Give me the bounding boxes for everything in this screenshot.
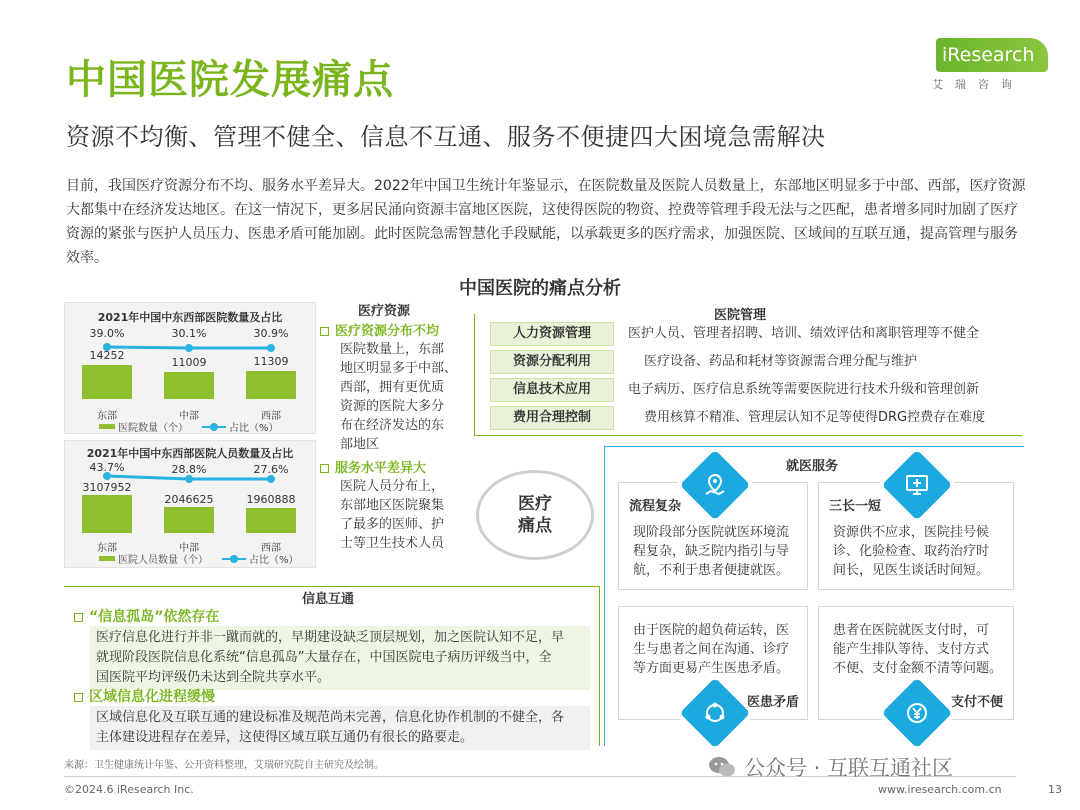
watermark: 公众号 · 互联互通社区 bbox=[708, 752, 953, 782]
mgmt-desc-resources: 医疗设备、药品和耗材等资源需合理分配与维护 bbox=[644, 354, 918, 369]
legend-bar-label: 医院数量（个） bbox=[118, 423, 188, 434]
chart-staff-count bbox=[64, 440, 316, 568]
value-label: 11309 bbox=[253, 355, 289, 368]
logo-subtext: 艾瑞咨询 bbox=[932, 78, 1024, 91]
management-title: 医院管理 bbox=[714, 308, 767, 323]
category-label: 东部 bbox=[97, 543, 117, 554]
card-title: 流程复杂 bbox=[629, 499, 682, 514]
value-label: 11009 bbox=[171, 356, 207, 369]
info-bullet-2-body: 区域信息化及互联互通的建设标准及规范尚未完善，信息化协作机制的不健全，各 主体建设进程存在差异，这使得区域互联互通仍有很长的路要走。 bbox=[90, 706, 590, 750]
center-label-line: 医疗 bbox=[518, 494, 552, 514]
monitor-icon bbox=[892, 460, 942, 510]
bar bbox=[246, 371, 296, 399]
value-label: 1960888 bbox=[246, 493, 296, 506]
section-title: 中国医院的痛点分析 bbox=[459, 278, 621, 299]
value-label: 14252 bbox=[89, 349, 125, 362]
resources-bullet-1: 医疗资源分布不均 bbox=[320, 320, 439, 339]
card-title: 三长一短 bbox=[829, 499, 882, 514]
legend-bar-swatch bbox=[99, 424, 115, 429]
info-bullet-1: “信息孤岛”依然存在 bbox=[74, 606, 219, 626]
page-subtitle: 资源不均衡、管理不健全、信息不互通、服务不便捷四大困境急需解决 bbox=[66, 123, 826, 151]
card-body: 现阶段部分医院就医环境流 程复杂，缺乏院内指引与导 航，不利于患者便捷就医。 bbox=[633, 525, 790, 578]
center-label-line: 痛点 bbox=[518, 516, 552, 536]
category-label: 中部 bbox=[179, 543, 199, 554]
value-label: 3107952 bbox=[82, 481, 132, 494]
pct-label: 39.0% bbox=[89, 327, 125, 340]
mgmt-desc-cost: 费用核算不精准、管理层认知不足等使得DRG控费存在难度 bbox=[644, 410, 986, 425]
mgmt-tag-hr: 人力资源管理 bbox=[490, 322, 614, 346]
bullet-square-icon bbox=[74, 693, 83, 702]
center-circle bbox=[476, 470, 594, 560]
chart-legend bbox=[99, 551, 299, 566]
iresearch-logo bbox=[928, 38, 1050, 98]
pct-label: 27.6% bbox=[253, 463, 289, 476]
category-label: 中部 bbox=[179, 411, 199, 422]
bar bbox=[82, 365, 132, 399]
legend-line-swatch bbox=[222, 558, 246, 560]
card-body: 患者在医院就医支付时，可 能产生排队等待、支付方式 不便、支付金额不清等问题。 bbox=[833, 623, 1003, 676]
copyright: ©2024.6 iResearch Inc. bbox=[64, 783, 194, 796]
category-label: 西部 bbox=[261, 411, 281, 422]
mgmt-desc-hr: 医护人员、管理者招聘、培训、绩效评估和离职管理等不健全 bbox=[628, 326, 980, 341]
info-title: 信息互通 bbox=[302, 592, 355, 607]
source-note: 来源：卫生健康统计年鉴、公开资料整理，艾瑞研究院自主研究及绘制。 bbox=[64, 760, 384, 771]
service-title: 就医服务 bbox=[786, 459, 839, 474]
mgmt-desc-it: 电子病历、医疗信息系统等需要医院进行技术升级和管理创新 bbox=[628, 382, 980, 397]
card-body: 资源供不应求，医院挂号候 诊、化验检查、取药治疗时 间长，见医生谈话时间短。 bbox=[833, 525, 990, 578]
pct-point bbox=[185, 475, 193, 483]
resources-bullet-1-body: 医院数量上，东部 地区明显多于中部、 西部，拥有更优质 资源的医院大多分 布在经济发达的东 部地区 bbox=[340, 342, 458, 452]
legend-bar-swatch bbox=[99, 556, 115, 561]
bar bbox=[164, 507, 214, 533]
pct-line-segment bbox=[107, 347, 189, 348]
pct-line-segment bbox=[107, 476, 189, 479]
category-label: 西部 bbox=[261, 543, 281, 554]
bar bbox=[82, 495, 132, 533]
card-title: 医患矛盾 bbox=[747, 695, 800, 710]
resources-bullet-2-body: 医院人员分布上， 东部地区医院聚集 了最多的医师、护 士等卫生技术人员 bbox=[340, 479, 445, 551]
bullet-square-icon bbox=[74, 613, 83, 622]
pct-label: 28.8% bbox=[171, 463, 207, 476]
chart-title: 2021年中国中东西部医院数量及占比 bbox=[97, 311, 283, 324]
info-bullet-2: 区域信息化进程缓慢 bbox=[74, 686, 215, 706]
bar bbox=[164, 372, 214, 399]
wechat-icon bbox=[708, 756, 736, 778]
site-url: www.iresearch.com.cn bbox=[878, 783, 1002, 796]
resources-bullet-2: 服务水平差异大 bbox=[320, 457, 426, 476]
bullet-square-icon bbox=[320, 464, 329, 473]
bar bbox=[246, 508, 296, 533]
resources-title: 医疗资源 bbox=[358, 304, 411, 319]
page-number: 13 bbox=[1048, 783, 1062, 796]
map-pin-icon bbox=[690, 460, 740, 510]
people-network-icon bbox=[690, 688, 740, 738]
value-label: 2046625 bbox=[164, 493, 214, 506]
card-title: 支付不便 bbox=[951, 695, 1004, 710]
legend-line-swatch bbox=[202, 426, 226, 428]
card-body: 由于医院的超负荷运转，医 生与患者之间在沟通、诊疗 等方面更易产生医患矛盾。 bbox=[633, 623, 790, 676]
logo-text: iResearch bbox=[936, 38, 1048, 72]
mgmt-tag-cost: 费用合理控制 bbox=[490, 406, 614, 430]
pct-label: 30.9% bbox=[253, 327, 289, 340]
pct-point bbox=[185, 344, 193, 352]
pct-label: 30.1% bbox=[171, 327, 207, 340]
chart-hospital-count bbox=[64, 302, 316, 434]
chart-legend bbox=[99, 419, 279, 434]
mgmt-tag-it: 信息技术应用 bbox=[490, 378, 614, 402]
mgmt-tag-resources: 资源分配利用 bbox=[490, 350, 614, 374]
bullet-square-icon bbox=[320, 327, 329, 336]
pct-point bbox=[267, 475, 275, 483]
legend-bar-label: 医院人员数量（个） bbox=[118, 555, 208, 566]
category-label: 东部 bbox=[97, 411, 117, 422]
pct-point bbox=[267, 344, 275, 352]
page-title: 中国医院发展痛点 bbox=[66, 57, 394, 103]
yen-coin-icon bbox=[892, 688, 942, 738]
info-bullet-1-body: 医疗信息化进行并非一蹴而就的，早期建设缺乏顶层规划，加之医院认知不足，早 就现阶段医院信息化系统“信息孤岛”大量存在，中国医院电子病历评级当中，全 国医院平均评级仍未达到全院共享水平。 bbox=[90, 626, 590, 690]
intro-paragraph: 目前，我国医疗资源分布不均、服务水平差异大。2022年中国卫生统计年鉴显示，在医院数量及医院人员数量上，东部地区明显多于中部、西部，医疗资源大都集中在经济发达地区。在这一情况下，更多居民涌向资源丰富地区医院，这使得医院的物资、控费等管理手段无法与之匹配，患者增多同时加剧了医疗资源的紧张与医护人员压力、医患矛盾可能加剧。此时医院急需智慧化手段赋能，以承载更多的医疗需求，加强医院、区域间的互联互通，提高管理与服务效率。 bbox=[66, 178, 1026, 266]
pct-label: 43.7% bbox=[89, 461, 125, 474]
legend-line-label: 占比（%） bbox=[249, 555, 299, 566]
chart-title: 2021年中国中东西部医院人员数量及占比 bbox=[86, 447, 294, 460]
legend-line-label: 占比（%） bbox=[229, 423, 279, 434]
